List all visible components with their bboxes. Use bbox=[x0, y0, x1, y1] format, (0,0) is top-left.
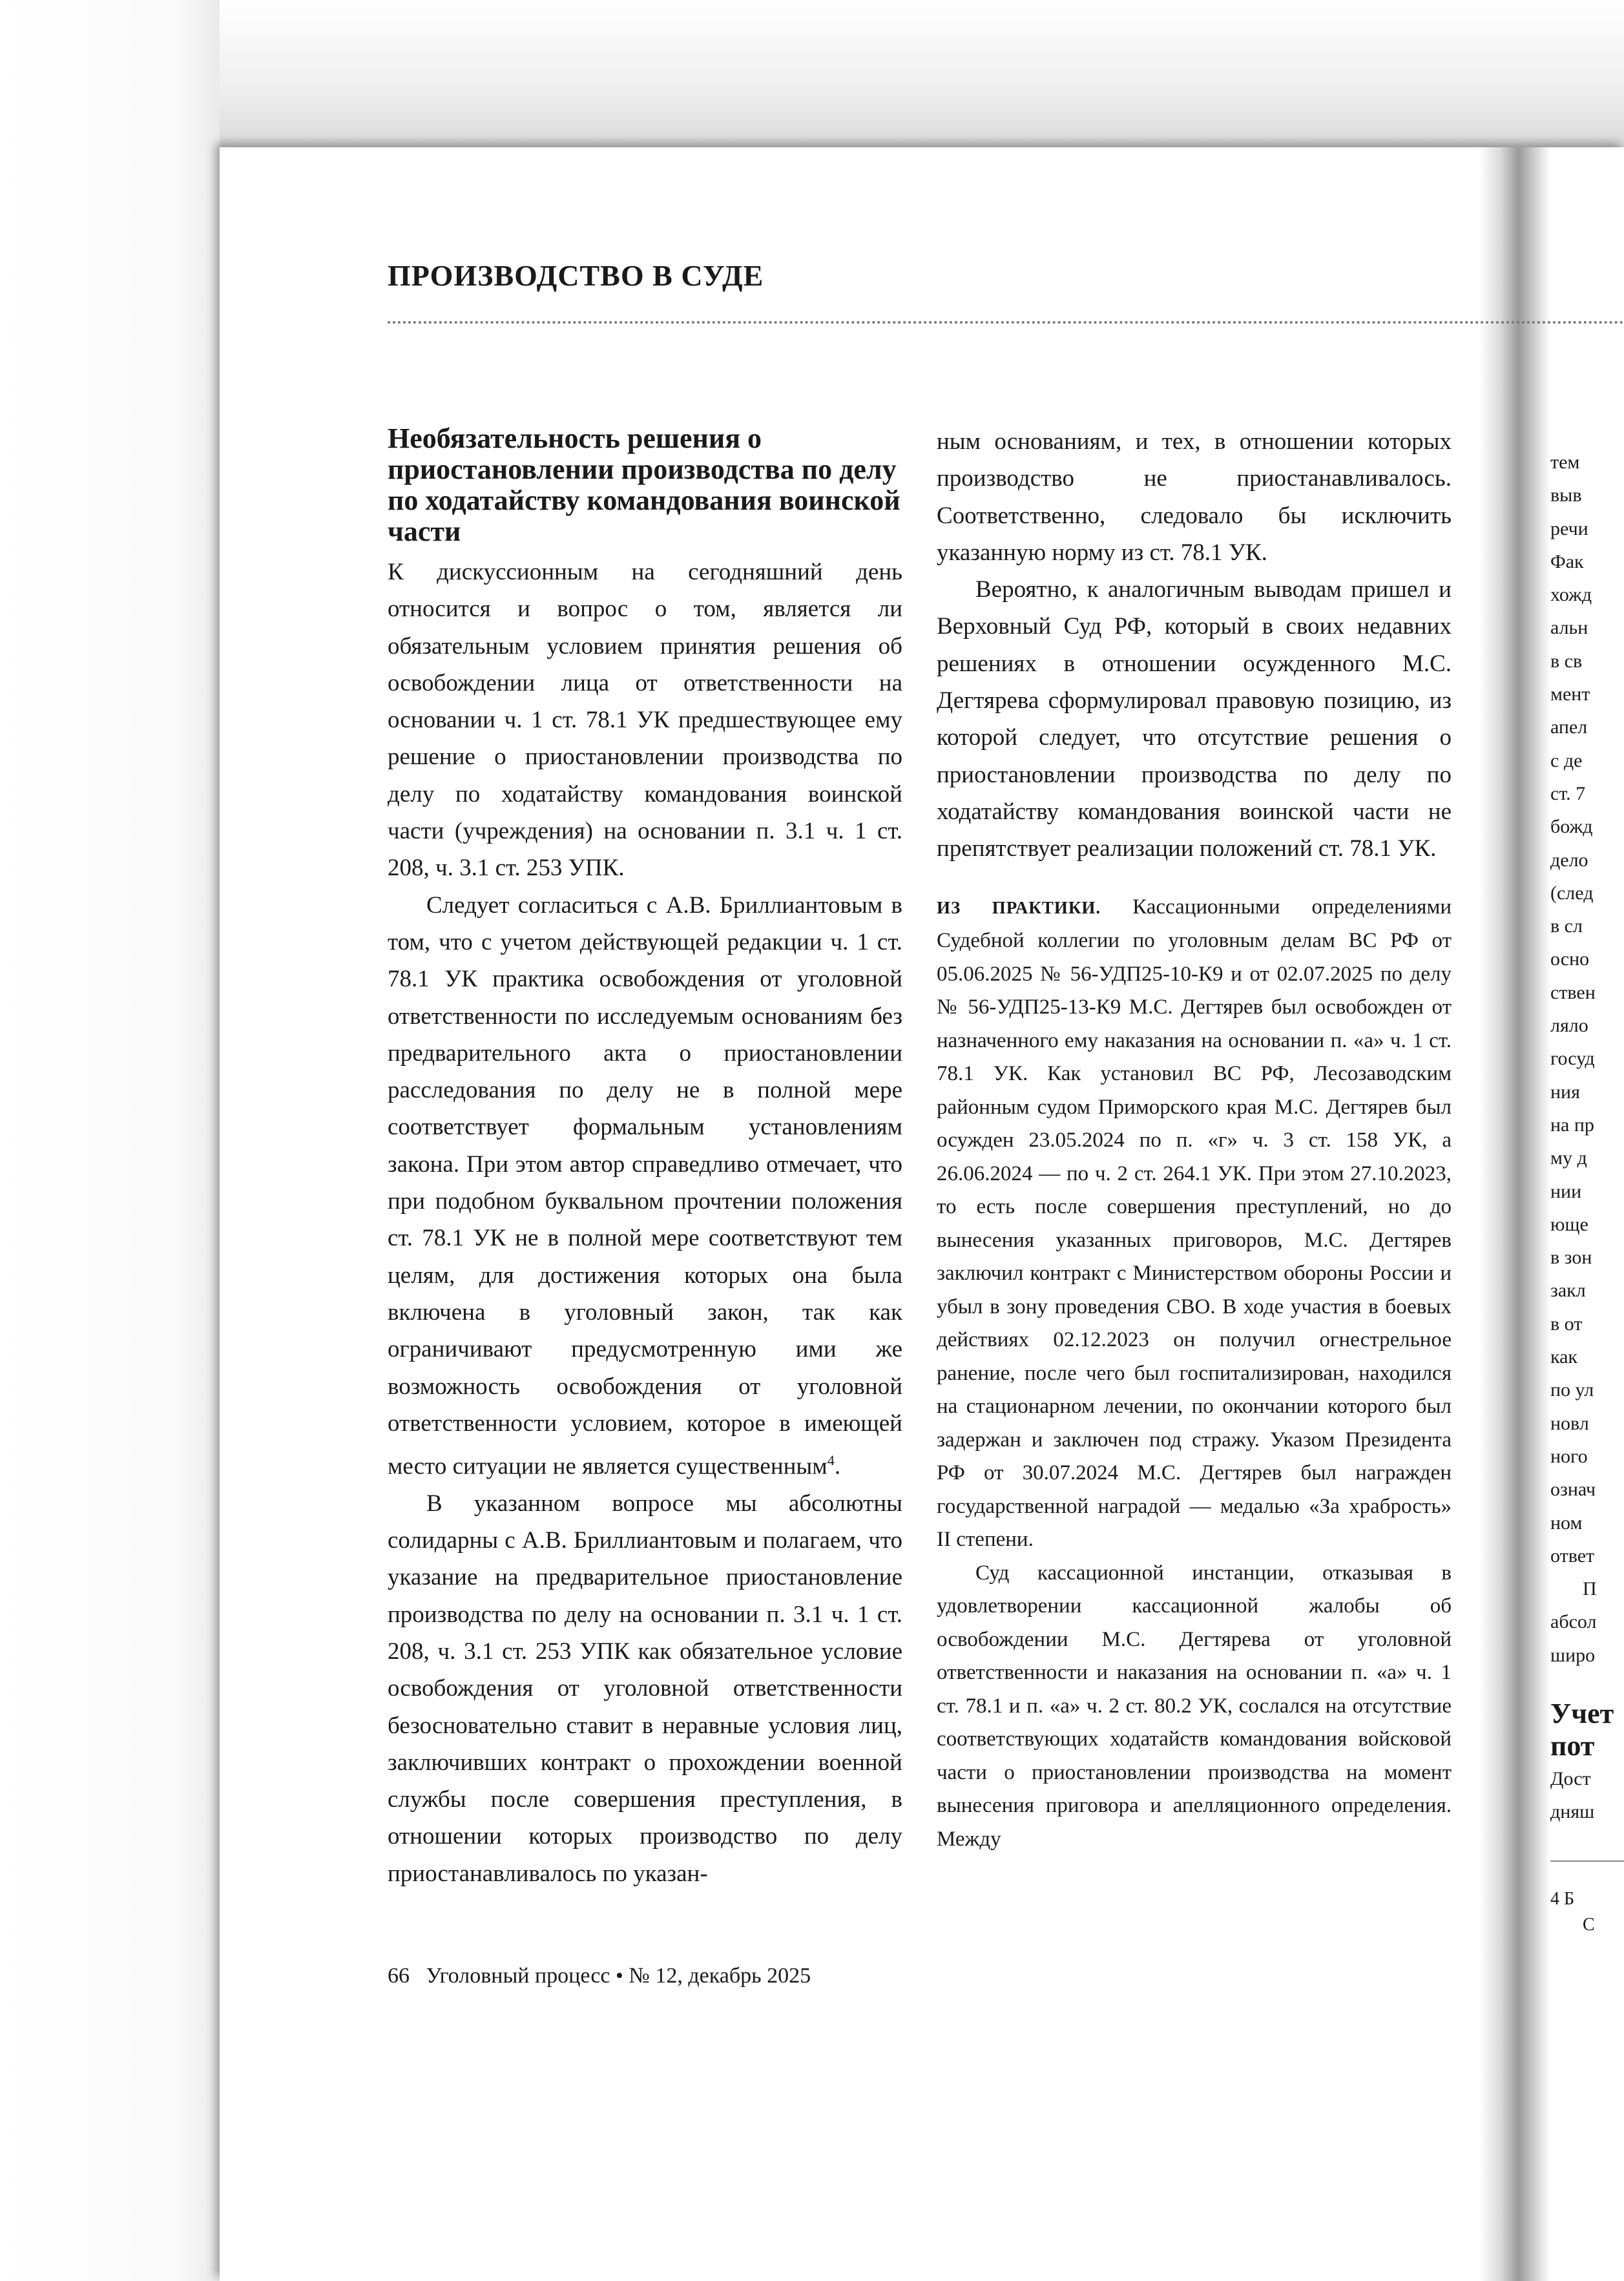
fragment-line: альн bbox=[1550, 617, 1588, 639]
page-footer bbox=[388, 1964, 811, 1988]
fragment-line: хожд bbox=[1550, 584, 1592, 606]
fragment-line: ного bbox=[1550, 1445, 1588, 1467]
left-column bbox=[388, 423, 902, 1892]
fragment-line: новл bbox=[1550, 1412, 1589, 1434]
fragment-line: закл bbox=[1550, 1280, 1586, 1302]
fragment-line: му д bbox=[1550, 1147, 1587, 1169]
footnote-line: 4 Б bbox=[1550, 1889, 1575, 1909]
fragment-line: госуд bbox=[1550, 1048, 1595, 1070]
fragment-line: как bbox=[1550, 1346, 1578, 1368]
fragment-line: Дост bbox=[1550, 1767, 1591, 1789]
fragment-line: выв bbox=[1550, 484, 1582, 506]
fragment-line: ляло bbox=[1550, 1015, 1588, 1037]
fragment-line: мент bbox=[1550, 683, 1590, 705]
fragment-line: с де bbox=[1550, 749, 1583, 771]
practice-paragraph: Суд кассационной инстанции, отказывая в удовлетворении кассационной жалобы об освобождении М.С. Дегтярева от уголовной ответственности и наказания на основании п. «а» ч. 1 ст. 78.1 и п. «а» ч. 2 ст. 80.2 УК, сослался на отсутствие соответствующих ходатайств командования войсковой части о приостановлении производства на момент вынесения приговора и апелляционного определения. Между bbox=[937, 1561, 1452, 1851]
paragraph-text: Следует согласиться с А.В. Бриллиантовым в том, что с учетом действующей редакции ч. 1 ст. 78.1 УК практика освобождения от уголовной ответственности по исследуемым основаниям без предварительного акта о приостановлении расследования по делу не в полной мере соответствует формальным установлениям закона. При этом автор справедливо отмечает, что при подобном буквальном прочтении положения ст. 78.1 УК не в полной мере соответствуют тем целям, для достижения которых она была включена в уголовный закон, так как ограничивают предусмотренную ими же возможность освобождения от уголовной ответственности условием, которое в имеющей место ситуации не является существенным bbox=[388, 891, 902, 1480]
fragment-line: ответ bbox=[1550, 1545, 1595, 1567]
fragment-line: по ул bbox=[1550, 1379, 1594, 1401]
page-number: 66 bbox=[388, 1964, 410, 1988]
practice-paragraph bbox=[937, 891, 1452, 1557]
fragment-line: в зон bbox=[1550, 1247, 1592, 1269]
fragment-line: божд bbox=[1550, 816, 1593, 838]
fragment-line: ном bbox=[1550, 1512, 1583, 1534]
fragment-line: П bbox=[1583, 1578, 1597, 1600]
paragraph: В указанном вопросе мы абсолютны солидарны с А.В. Бриллиантовым и полагаем, что указание на предварительное приостановление производства по делу на основании п. 3.1 ч. 1 ст. 208, ч. 3.1 ст. 253 УПК как обязательное условие освобождения от уголовной ответственности безосновательно ставит в неравные условия лиц, заключивших контракт о прохождении военной службы после совершения преступления, в отношении которых производство по делу приостанавливалось по указан- bbox=[388, 1490, 902, 1887]
fragment-line: тем bbox=[1550, 452, 1580, 473]
scanner-margin bbox=[0, 0, 220, 2281]
fragment-line: речи bbox=[1550, 517, 1588, 539]
section-header: ПРОИЗВОДСТВО В СУДЕ bbox=[388, 259, 764, 292]
journal-info: Уголовный процесс • № 12, декабрь 2025 bbox=[426, 1964, 811, 1988]
footnote-ref: 4 bbox=[827, 1452, 835, 1469]
dotted-divider bbox=[388, 321, 1624, 324]
right-column bbox=[937, 423, 1452, 1856]
paragraph: К дискуссионным на сегодняшний день относится и вопрос о том, является ли обязательным условием принятия решения об освобождении лица от ответственности на основании ч. 1 ст. 78.1 УК предшествующее ему решение о приостановлении производства по делу по ходатайству командования воинской части (учреждения) на основании п. 3.1 ч. 1 ст. 208, ч. 3.1 ст. 253 УПК. bbox=[388, 559, 902, 882]
paragraph: Вероятно, к аналогичным выводам пришел и Верховный Суд РФ, который в своих недавних решениях в отношении осужденного М.С. Дегтярева сформулировал правовую позицию, из которой следует, что отсутствие решения о приостановлении производства по делу по ходатайству командования воинской части не препятствует реализации положений ст. 78.1 УК. bbox=[937, 576, 1452, 862]
fragment-line: Фак bbox=[1550, 550, 1584, 572]
fragment-line: абсол bbox=[1550, 1611, 1597, 1633]
fragment-line: означ bbox=[1550, 1479, 1596, 1501]
paragraph: Следует согласиться с А.В. Бриллиантовым в том, что с учетом действующей редакции ч. 1 ст. 78.1 УК практика освобождения от уголовной ответственности по исследуемым основаниям без предварительного акта о приостановлении расследования по делу не в полной мере соответствует формальным установлениям закона. При этом автор справедливо отмечает, что при подобном буквальном прочтении положения ст. 78.1 УК не в полной мере соответствуют тем целям, для достижения которых она была включена в уголовный закон, так как ограничивают предусмотренную ими же возможность освобождения от уголовной ответственности условием, которое в имеющей место ситуации не является существенным$^4$. bbox=[388, 891, 902, 1480]
fragment-line: апел bbox=[1550, 716, 1588, 738]
fragment-line: дняш bbox=[1550, 1801, 1595, 1823]
fragment-line: осно bbox=[1550, 948, 1590, 970]
paragraph: ным основаниям, и тех, в отношении которых производство не приостанавливалось. Соответственно, следовало бы исключить указанную норму из ст. 78.1 УК. bbox=[937, 428, 1452, 566]
practice-label: ИЗ ПРАКТИКИ. bbox=[937, 897, 1101, 917]
fragment-line: в сл bbox=[1550, 915, 1583, 937]
spacer bbox=[1550, 1672, 1624, 1698]
fragment-line: в от bbox=[1550, 1313, 1583, 1335]
page-gutter-shadow bbox=[1479, 147, 1550, 2281]
footnote-fragment bbox=[1550, 1886, 1624, 1938]
fragment-line: на пр bbox=[1550, 1114, 1594, 1136]
footnote-line: С bbox=[1583, 1915, 1595, 1935]
fragment-line: широ bbox=[1550, 1644, 1596, 1666]
fragment-line: нии bbox=[1550, 1180, 1582, 1202]
fragment-line: в св bbox=[1550, 650, 1583, 672]
fragment-line: пот bbox=[1550, 1729, 1595, 1762]
footnote-divider bbox=[1550, 1860, 1624, 1862]
fragment-line: Учет bbox=[1550, 1697, 1614, 1729]
fragment-line: ствен bbox=[1550, 981, 1596, 1003]
next-page-column bbox=[1550, 446, 1624, 1829]
practice-text: Кассационными определениями Судебной коллегии по уголовным делам ВС РФ от 05.06.2025 № 56-УДП25-10-К9 и от 02.07.2025 по делу № 56-УДП25-13-К9 М.С. Дегтярев был освобожден от назначенного ему наказания на основании п. «а» ч. 1 ст. 78.1 УК. Как установил ВС РФ, Лесозаводским районным судом Приморского края М.С. Дегтярев был осужден 23.05.2024 по п. «г» ч. 3 ст. 158 УК, а 26.06.2024 — по ч. 2 ст. 264.1 УК. При этом 27.10.2023, то есть после совершения преступлений, но до вынесения указанных приговоров, М.С. Дегтярев заключил контракт с Министерством обороны России и убыл в зону проведения СВО. В ходе участия в боевых действиях 02.12.2023 он получил огнестрельное ранение, после чего был госпитализирован, находился на стационарном лечении, по окончании которого был задержан и заключен под стражу. Указом Президента РФ от 30.07.2024 М.С. Дегтярев был награжден государственной наградой — медалью «За храбрость» II степени. bbox=[937, 895, 1452, 1552]
fragment-line: (след bbox=[1550, 882, 1594, 904]
fragment-line: дело bbox=[1550, 849, 1588, 871]
article-subheading: Необязательность решения о приостановлении производства по делу по ходатайству командования воинской части bbox=[388, 422, 900, 547]
fragment-line: ст. 7 bbox=[1550, 782, 1586, 804]
scanner-background bbox=[0, 0, 1624, 155]
fragment-line: ния bbox=[1550, 1081, 1580, 1103]
fragment-line: юще bbox=[1550, 1213, 1588, 1235]
